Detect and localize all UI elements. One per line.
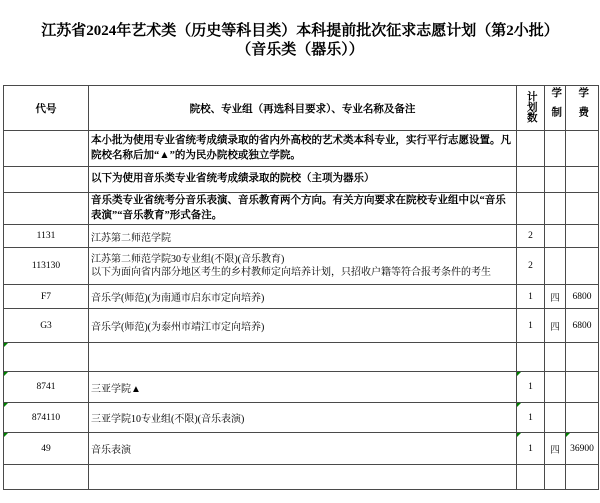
years-cell: 四 (545, 309, 566, 343)
school-cell: 三亚学院▲ (89, 372, 517, 403)
school-cell (89, 343, 517, 372)
school-cell: 江苏第二师范学院 (89, 225, 517, 248)
years-cell (545, 343, 566, 372)
note-text: 音乐类专业省统考分音乐表演、音乐教育两个方向。有关方向要求在院校专业组中以“音乐表演”“音乐教育”形式备注。 (89, 193, 517, 225)
fee-cell (566, 167, 599, 193)
code-cell (4, 131, 89, 167)
note-text: 以下为使用音乐类专业省统考成绩录取的院校（主项为器乐） (89, 167, 517, 193)
note-row (4, 131, 599, 167)
header-plan (517, 86, 545, 131)
fee-cell (566, 372, 599, 403)
years-cell (545, 193, 566, 225)
fee-cell: 6800 (566, 309, 599, 343)
page-title (0, 22, 600, 60)
plan-cell: 1 (517, 285, 545, 309)
table-row (4, 309, 599, 343)
plan-cell (517, 193, 545, 225)
page-title-line1: 江苏省2024年艺术类（历史等科目类）本科提前批次征求志愿计划（第2小批） (41, 23, 559, 39)
document-page (0, 22, 600, 503)
fee-cell (566, 343, 599, 372)
table-row (4, 248, 599, 285)
code-cell: 1131 (4, 225, 89, 248)
note-text: 本小批为使用专业省统考成绩录取的省内外高校的艺术类本科专业，实行平行志愿设置。凡院校名称后加“▲”的为民办院校或独立学院。 (89, 131, 517, 167)
plan-cell: 1 (517, 372, 545, 403)
school-cell (89, 465, 517, 490)
years-cell (545, 465, 566, 490)
school-cell: 音乐表演 (89, 433, 517, 465)
years-cell (545, 372, 566, 403)
years-cell (545, 403, 566, 433)
years-cell: 四 (545, 433, 566, 465)
header-fee-label: 学费 (577, 87, 589, 126)
fee-cell: 6800 (566, 285, 599, 309)
fee-cell (566, 248, 599, 285)
table-row (4, 433, 599, 465)
table-row (4, 285, 599, 309)
fee-cell: 36900 (566, 433, 599, 465)
table-row (4, 403, 599, 433)
years-cell (545, 225, 566, 248)
header-school: 院校、专业组（再选科目要求）、专业名称及备注 (89, 86, 517, 131)
code-cell: G3 (4, 309, 89, 343)
code-cell: 874110 (4, 403, 89, 433)
header-plan-label: 计划数 (525, 90, 537, 123)
fee-cell (566, 465, 599, 490)
school-cell (89, 248, 517, 285)
plan-cell: 2 (517, 225, 545, 248)
school-cell: 音乐学(师范)(为南通市启东市定向培养) (89, 285, 517, 309)
empty-row (4, 465, 599, 490)
table-row (4, 225, 599, 248)
plan-cell: 1 (517, 403, 545, 433)
header-fee (566, 86, 599, 131)
school-note: 以下为面向省内部分地区考生的乡村教师定向培养计划，只招收户籍等符合报考条件的考生 (91, 267, 491, 278)
header-code: 代号 (4, 86, 89, 131)
code-cell (4, 343, 89, 372)
fee-cell (566, 193, 599, 225)
plan-cell (517, 465, 545, 490)
fee-cell (566, 403, 599, 433)
plan-cell: 1 (517, 433, 545, 465)
plan-table (3, 85, 599, 490)
table-header-row (4, 86, 599, 131)
years-cell (545, 167, 566, 193)
page-title-line2: （音乐类（器乐）） (236, 42, 364, 58)
code-cell: 113130 (4, 248, 89, 285)
years-cell (545, 248, 566, 285)
fee-cell (566, 131, 599, 167)
note-row (4, 193, 599, 225)
school-cell: 三亚学院10专业组(不限)(音乐表演) (89, 403, 517, 433)
code-cell: F7 (4, 285, 89, 309)
header-years (545, 86, 566, 131)
school-cell: 音乐学(师范)(为泰州市靖江市定向培养) (89, 309, 517, 343)
plan-cell (517, 167, 545, 193)
header-years-label: 学制 (550, 87, 562, 126)
table-row (4, 372, 599, 403)
plan-cell: 1 (517, 309, 545, 343)
years-cell: 四 (545, 285, 566, 309)
plan-cell (517, 343, 545, 372)
code-cell (4, 465, 89, 490)
plan-cell: 2 (517, 248, 545, 285)
empty-row (4, 343, 599, 372)
school-name: 江苏第二师范学院30专业组(不限)(音乐教育) (91, 253, 285, 265)
code-cell: 49 (4, 433, 89, 465)
code-cell (4, 193, 89, 225)
note-row (4, 167, 599, 193)
plan-cell (517, 131, 545, 167)
fee-cell (566, 225, 599, 248)
code-cell (4, 167, 89, 193)
code-cell: 8741 (4, 372, 89, 403)
years-cell (545, 131, 566, 167)
